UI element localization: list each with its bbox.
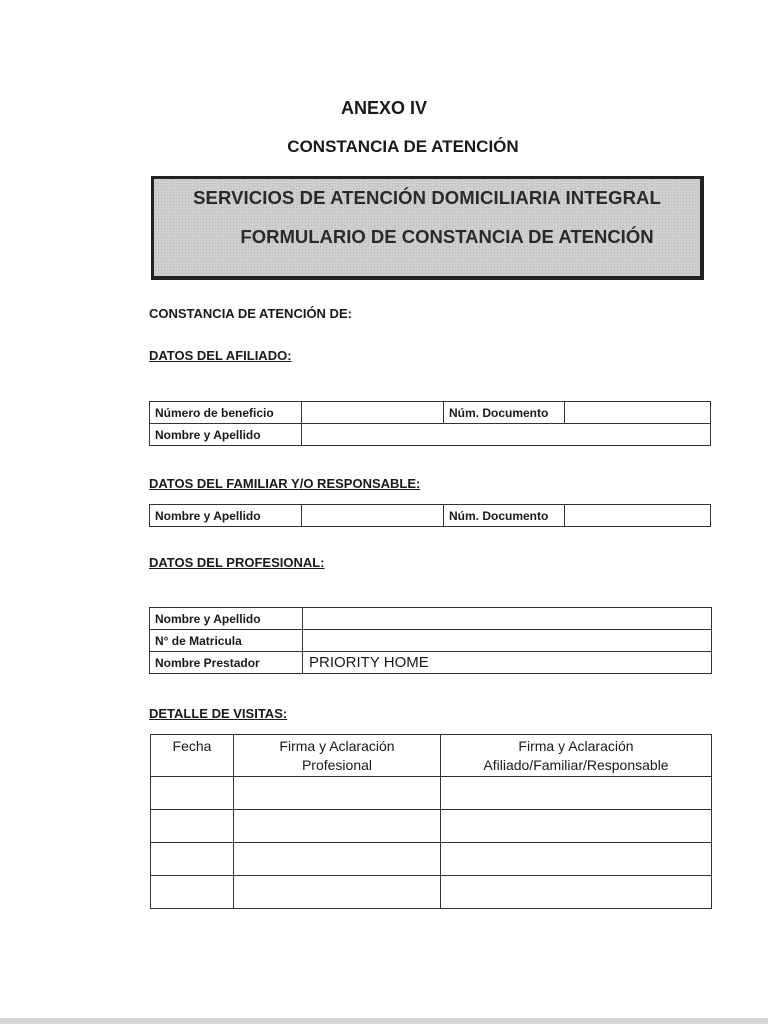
col-fecha <box>151 735 234 777</box>
profesional-heading: DATOS DEL PROFESIONAL: <box>149 555 325 570</box>
constancia-title: CONSTANCIA DE ATENCIÓN <box>287 137 519 156</box>
numero-beneficio-field[interactable] <box>302 402 444 424</box>
afiliado-num-documento-field[interactable] <box>565 402 711 424</box>
afiliado-nombre-field[interactable] <box>302 424 711 446</box>
firma-afiliado-cell[interactable] <box>441 810 712 843</box>
table-row <box>151 777 712 810</box>
firma-afiliado-cell[interactable] <box>441 843 712 876</box>
familiar-table <box>149 504 711 527</box>
table-row <box>150 402 711 424</box>
afiliado-heading: DATOS DEL AFILIADO: <box>149 348 292 363</box>
fecha-cell[interactable] <box>151 777 234 810</box>
col-firma-afiliado-line2: Afiliado/Familiar/Responsable <box>483 757 669 773</box>
col-firma-afiliado <box>441 735 712 777</box>
firma-profesional-cell[interactable] <box>234 876 441 909</box>
afiliado-nombre-label: Nombre y Apellido <box>150 424 302 446</box>
constancia-de-label: CONSTANCIA DE ATENCIÓN DE: <box>149 306 352 321</box>
firma-profesional-cell[interactable] <box>234 777 441 810</box>
numero-beneficio-label: Número de beneficio <box>150 402 302 424</box>
fecha-cell[interactable] <box>151 843 234 876</box>
afiliado-table <box>149 401 711 446</box>
prestador-label: Nombre Prestador <box>150 652 303 674</box>
familiar-nombre-field[interactable] <box>302 505 444 527</box>
table-row <box>150 424 711 446</box>
familiar-num-documento-label: Núm. Documento <box>444 505 565 527</box>
banner-line-2: FORMULARIO DE CONSTANCIA DE ATENCIÓN <box>240 226 654 247</box>
familiar-nombre-label: Nombre y Apellido <box>150 505 302 527</box>
familiar-num-documento-field[interactable] <box>565 505 711 527</box>
matricula-label: N° de Matricula <box>150 630 303 652</box>
col-firma-profesional <box>234 735 441 777</box>
form-banner <box>151 176 704 280</box>
fecha-cell[interactable] <box>151 876 234 909</box>
firma-afiliado-cell[interactable] <box>441 777 712 810</box>
banner-line-1: SERVICIOS DE ATENCIÓN DOMICILIARIA INTEGRAL <box>193 187 661 208</box>
col-firma-afiliado-line1: Firma y Aclaración <box>518 738 634 754</box>
table-row <box>151 810 712 843</box>
profesional-table <box>149 607 712 674</box>
matricula-field[interactable] <box>303 630 712 652</box>
profesional-nombre-field[interactable] <box>303 608 712 630</box>
anexo-title: ANEXO IV <box>340 98 428 118</box>
profesional-nombre-label: Nombre y Apellido <box>150 608 303 630</box>
table-row <box>150 652 712 674</box>
prestador-value[interactable]: PRIORITY HOME <box>303 652 712 674</box>
table-header-row <box>151 735 712 777</box>
col-firma-profesional-line2: Profesional <box>301 757 373 773</box>
fecha-cell[interactable] <box>151 810 234 843</box>
table-row <box>150 630 712 652</box>
table-row <box>150 608 712 630</box>
col-firma-profesional-line1: Firma y Aclaración <box>279 738 395 754</box>
scan-bottom-edge <box>0 1018 768 1024</box>
table-row <box>151 876 712 909</box>
table-row <box>151 843 712 876</box>
firma-profesional-cell[interactable] <box>234 810 441 843</box>
table-row <box>150 505 711 527</box>
visitas-heading: DETALLE DE VISITAS: <box>149 706 288 721</box>
firma-profesional-cell[interactable] <box>234 843 441 876</box>
afiliado-num-documento-label: Núm. Documento <box>444 402 565 424</box>
familiar-heading: DATOS DEL FAMILIAR Y/O RESPONSABLE: <box>149 476 421 491</box>
visitas-table <box>150 734 712 909</box>
col-fecha-label: Fecha <box>172 738 212 754</box>
firma-afiliado-cell[interactable] <box>441 876 712 909</box>
